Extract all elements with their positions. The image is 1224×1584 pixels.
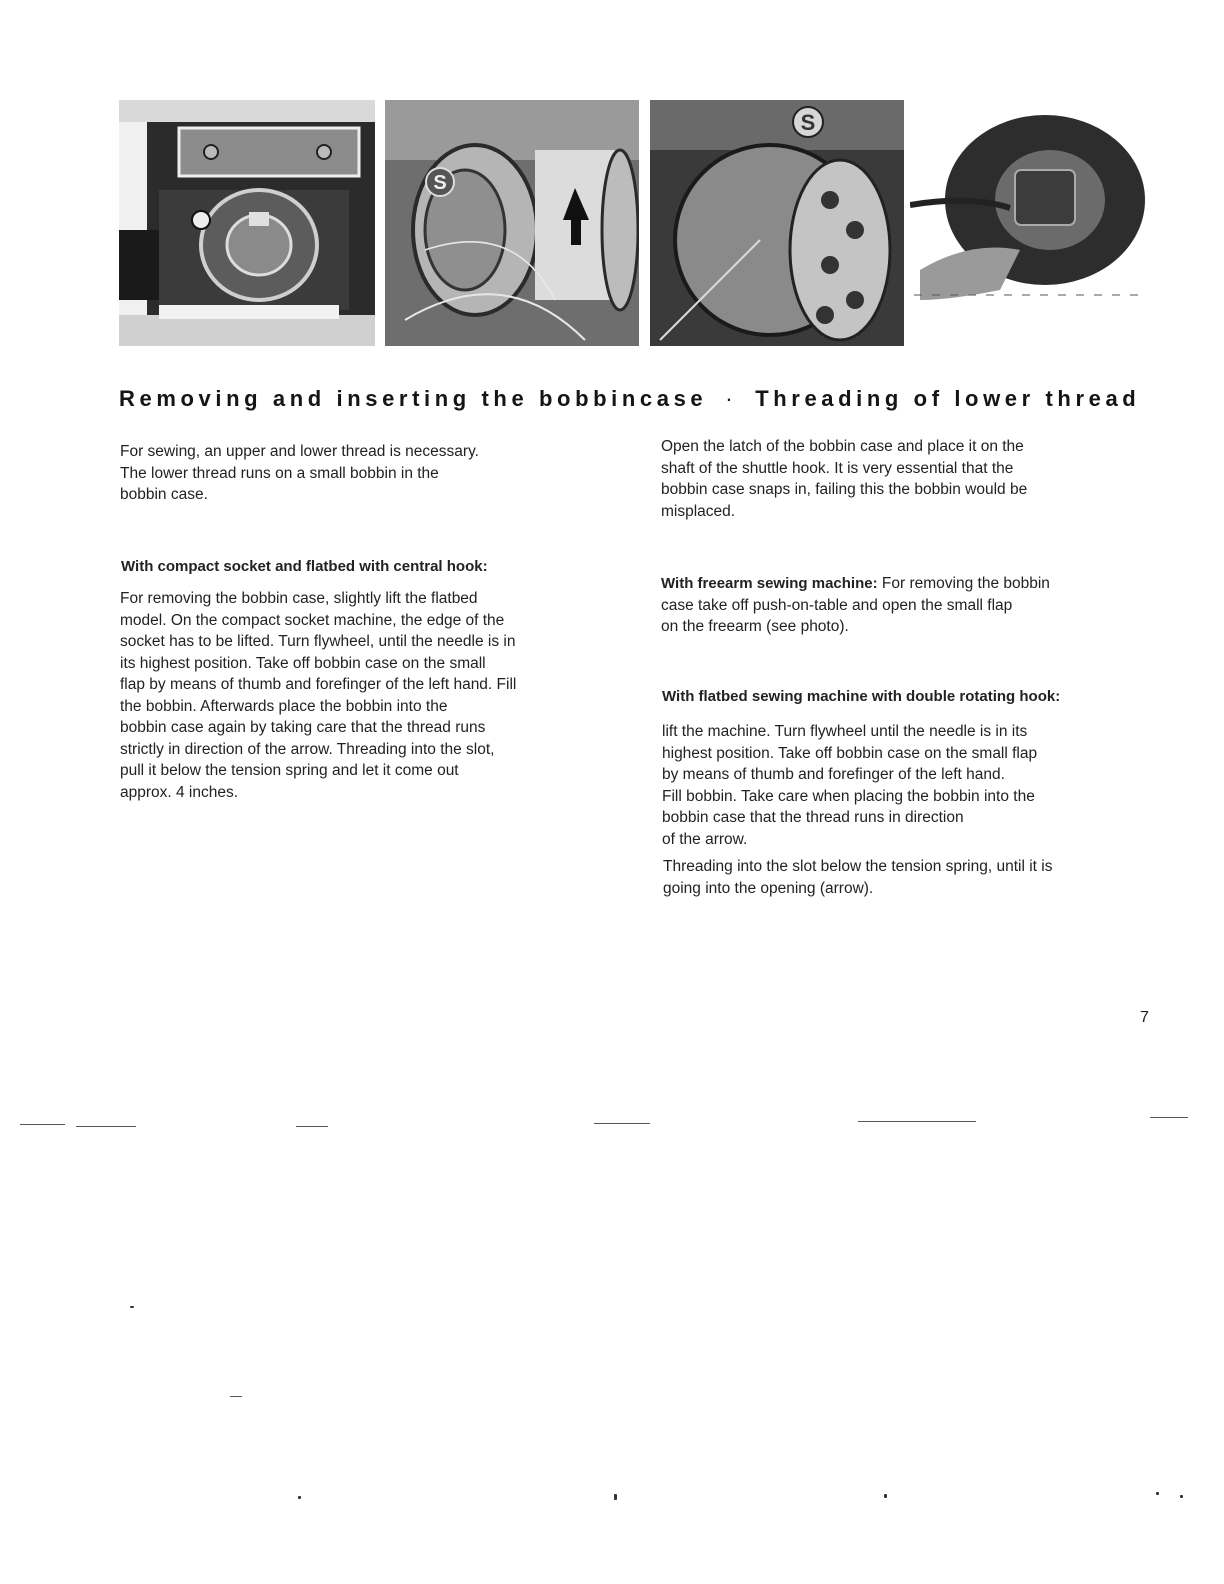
threading-paragraph [663,856,1143,899]
scan-artifact [594,1123,650,1124]
text-line: lift the machine. Turn flywheel until the needle is in its [662,723,1028,740]
text-line: bobbin case. [120,486,208,503]
text-line: Fill bobbin. Take care when placing the bobbin into the [662,787,1035,805]
compact-socket-paragraph [120,588,604,803]
text-line: case take off push-on-table and open the small flap [661,596,1013,614]
scan-artifact [1180,1495,1183,1498]
text-line: strictly in direction of the arrow. Threading into the slot, [120,740,495,758]
text-line: highest position. Take off bobbin case on the small flap [662,744,1038,762]
heading-right: Threading of lower thread [755,386,1141,411]
text-line: its highest position. Take off bobbin case on the small [120,654,486,672]
text-line: on the freearm (see photo). [661,618,849,635]
text-line: Threading into the slot below the tension spring, until it is [663,858,1053,875]
scan-artifact [130,1306,134,1308]
scan-artifact [298,1496,301,1499]
page-heading [119,386,1149,412]
scan-artifact [296,1126,328,1127]
bobbin-case-in-hook-icon [910,100,1146,346]
text-line: For sewing, an upper and lower thread is necessary. [120,443,479,460]
bobbin-in-case-icon [650,100,904,346]
text-line: bobbin case that the thread runs in direction [662,809,964,826]
bobbin-case-and-bobbin-photo [385,100,639,346]
text-line: Open the latch of the bobbin case and place it on the [661,438,1024,455]
bobbin-in-case-photo [650,100,904,346]
text-line: model. On the compact socket machine, the edge of the [120,611,505,629]
text-line: shaft of the shuttle hook. It is very essential that the [661,459,1014,477]
text-line: bobbin case snaps in, failing this the bobbin would be [661,481,1028,498]
text-line: of the arrow. [662,830,748,848]
text-line: pull it below the tension spring and let it come out [120,762,459,779]
text-line: For removing the bobbin [877,575,1050,592]
scan-artifact [230,1396,242,1397]
scan-artifact [76,1126,136,1127]
compact-socket-hook-photo [119,100,375,346]
text-line: flap by means of thumb and forefinger of the left hand. Fill [120,676,517,693]
s-label: S [800,110,816,135]
compact-socket-hook-icon [119,100,375,346]
scan-artifact [614,1494,617,1500]
heading-separator: · [725,386,738,411]
s-label: S [433,172,447,194]
text-line: bobbin case again by taking care that the thread runs [120,719,486,736]
freearm-subheading: With freearm sewing machine: [661,575,878,592]
scan-artifact [20,1124,65,1125]
text-line: going into the opening (arrow). [663,879,874,897]
freearm-paragraph [661,573,1131,638]
intro-paragraph [120,441,560,506]
text-line: socket has to be lifted. Turn flywheel, until the needle is in [120,633,516,650]
bobbin-case-in-hook-photo [910,100,1146,346]
scan-artifact [1150,1117,1188,1118]
text-line: misplaced. [661,502,736,520]
flatbed-subheading: With flatbed sewing machine with double rotating hook: [662,688,1061,705]
latch-paragraph [661,436,1131,522]
scan-artifact [858,1121,976,1122]
compact-socket-subheading: With compact socket and flatbed with central hook: [121,558,488,575]
bobbin-case-and-bobbin-icon [385,100,639,346]
page-number: 7 [1140,1009,1149,1026]
flatbed-paragraph [662,721,1132,850]
text-line: the bobbin. Afterwards place the bobbin into the [120,697,448,715]
scan-artifact [1156,1492,1159,1495]
text-line: For removing the bobbin case, slightly lift the flatbed [120,590,478,607]
heading-left: Removing and inserting the bobbincase [119,386,708,411]
scan-artifact [884,1494,887,1498]
text-line: The lower thread runs on a small bobbin in the [120,464,439,482]
text-line: approx. 4 inches. [120,783,239,801]
text-line: by means of thumb and forefinger of the left hand. [662,766,1005,783]
